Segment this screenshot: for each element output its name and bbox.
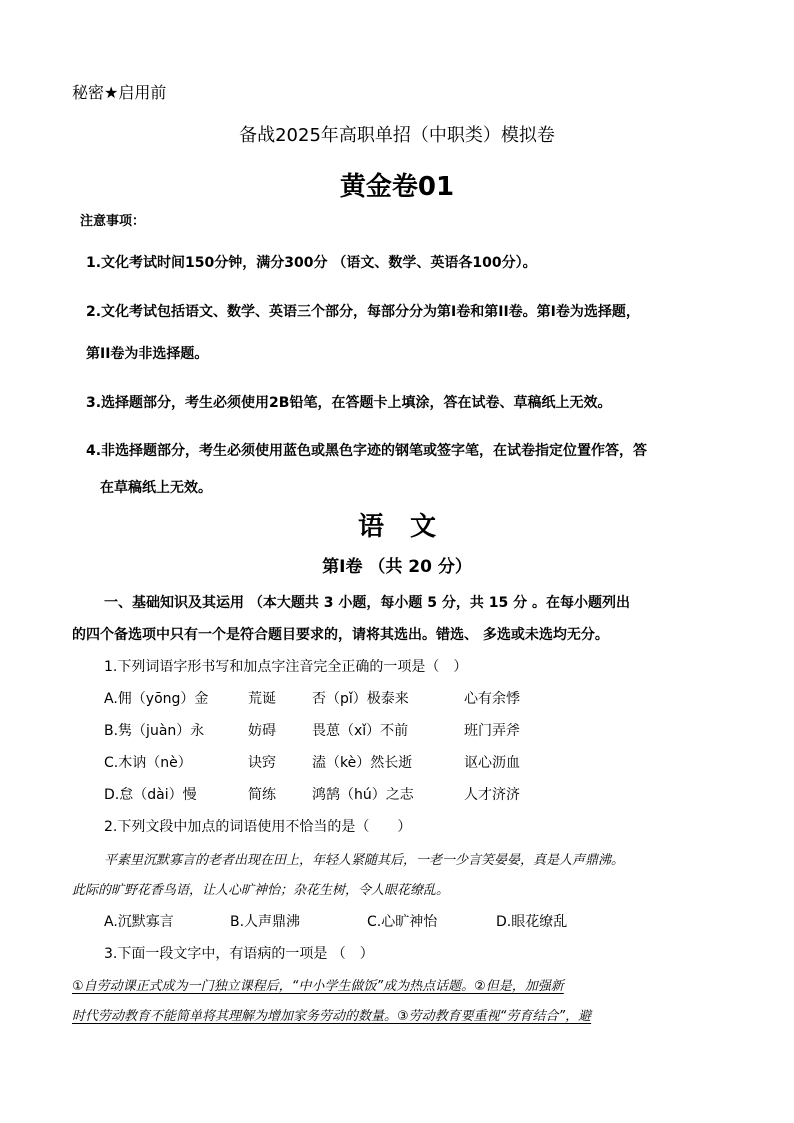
notice-item-2: 2.文化考试包括语文、数学、英语三个部分，每部分分为第I卷和第II卷。第I卷为选择题，: [86, 304, 640, 320]
q2-option-d: D.眼花缭乱: [496, 914, 568, 930]
section-instruction-line2: 的四个备选项中只有一个是符合题目要求的，请将其选出。错选、 多选或未选均无分。: [72, 627, 609, 643]
option-c-col4: 讴心沥血: [464, 755, 520, 771]
option-d-col4: 人才济济: [464, 787, 520, 803]
q2-option-b: B.人声鼎沸: [230, 914, 301, 930]
option-b-col2: 妨碍: [248, 723, 276, 739]
option-a-col1: A.佣（yōng）金: [104, 691, 209, 707]
option-a-col3: 否（pǐ）极泰来: [312, 691, 409, 707]
question-3-stem: 3.下面一段文字中，有语病的一项是 （ ）: [104, 946, 374, 962]
notice-item-4-cont: 在草稿纸上无效。: [100, 480, 212, 496]
q2-option-c: C.心旷神怡: [367, 914, 438, 930]
notice-item-4: 4.非选择题部分，考生必须使用蓝色或黑色字迹的钢笔或签字笔，在试卷指定位置作答，答: [86, 443, 648, 459]
notice-item-3: 3.选择题部分，考生必须使用2B铅笔，在答题卡上填涂，答在试卷、草稿纸上无效。: [86, 395, 612, 411]
question-2-passage-line2: 此际的旷野花香鸟语，让人心旷神怡；杂花生树，令人眼花缭乱。: [72, 883, 450, 898]
option-d-col3: 鸿鹄（hú）之志: [312, 787, 414, 803]
option-c-col3: 溘（kè）然长逝: [312, 755, 413, 771]
confidential-label: 秘密★启用前: [72, 83, 167, 102]
question-1-stem: 1.下列词语字形书写和加点字注音完全正确的一项是（ ）: [104, 659, 468, 675]
section-instruction-line1: 一、基础知识及其运用 （本大题共 3 小题，每小题 5 分，共 15 分 。在每小题列出: [104, 595, 630, 611]
option-d-col2: 简练: [248, 787, 276, 803]
question-2-stem: 2.下列文段中加点的词语使用不恰当的是（ ）: [104, 819, 412, 835]
option-a-col2: 荒诞: [248, 691, 276, 707]
option-a-col4: 心有余悸: [464, 691, 520, 707]
exam-title: 黄金卷01: [339, 172, 455, 202]
option-b-col3: 畏葸（xǐ）不前: [312, 723, 409, 739]
option-d-col1: D.怠（dài）慢: [104, 787, 197, 803]
question-2-passage-line1: 平素里沉默寡言的老者出现在田上，年轻人紧随其后，一老一少言笑晏晏，真是人声鼎沸。: [104, 853, 625, 868]
notice-item-2-cont: 第II卷为非选择题。: [86, 346, 209, 362]
q2-option-a: A.沉默寡言: [104, 914, 174, 930]
part-title: 第I卷 （共 20 分）: [322, 557, 472, 577]
option-b-col4: 班门弄斧: [464, 723, 520, 739]
subject-title: 语 文: [357, 512, 436, 542]
notice-item-1: 1.文化考试时间150分钟，满分300分 （语文、数学、英语各100分）。: [86, 255, 537, 271]
exam-subtitle: 备战2025年高职单招（中职类）模拟卷: [239, 125, 555, 146]
option-c-col2: 诀窍: [248, 755, 276, 771]
option-c-col1: C.木讷（nè）: [104, 755, 192, 771]
question-3-passage-line2: 时代劳动教育不能简单将其理解为增加家务劳动的数量。③劳动教育要重视“劳育结合”，避: [72, 1009, 592, 1024]
question-3-passage-line1: ①自劳动课正式成为一门独立课程后，“中小学生做饭”成为热点话题。②但是，加强新: [72, 979, 564, 994]
option-b-col1: B.隽（juàn）永: [104, 723, 205, 739]
notice-heading: 注意事项：: [80, 214, 146, 229]
